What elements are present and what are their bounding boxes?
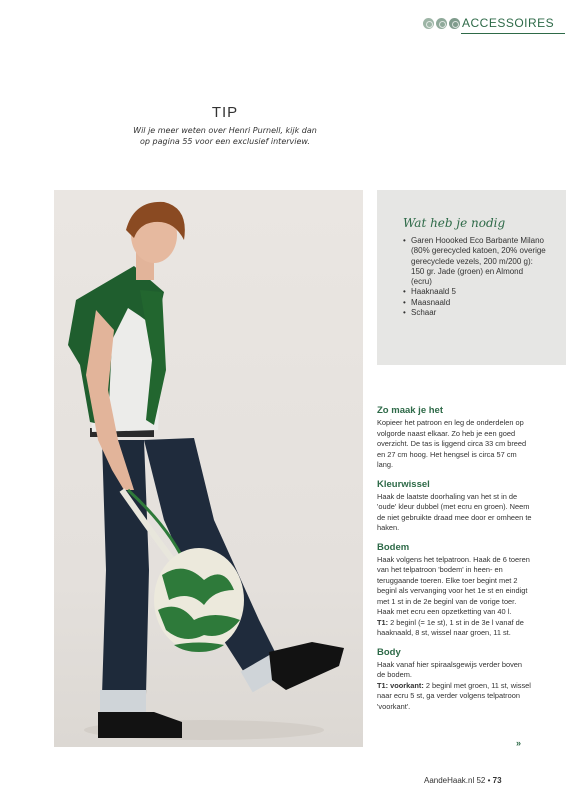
materials-title: Wat heb je nodig: [403, 216, 506, 230]
section-text: [377, 555, 532, 639]
tip-text-line: Wil je meer weten over Henri Purnell, kijk dan: [133, 126, 317, 135]
section-text-body: Haak vanaf hier spiraalsgewijs verder boven de bodem.: [377, 659, 523, 679]
tip-title: TIP: [211, 104, 239, 121]
materials-item: • Garen Hoooked Eco Barbante Milano (80% gerecycled katoen, 20% overige gerecyclede vezels, 200 m/200 g): 150 gr. Jade (groen) en Almond (ecru): [403, 236, 546, 287]
round-label: T1:: [377, 617, 389, 627]
model-photo: [54, 190, 363, 747]
materials-box: [377, 190, 566, 365]
yarn-ball-icon: [449, 18, 460, 29]
yarn-dots-icon: [423, 18, 460, 29]
round-text: 2 beginl (= 1e st), 1 st in de 3e l vanaf de haaknaald, 8 st, wissel naar groen, 11 st.: [377, 617, 524, 637]
section-text-body: Haak volgens het telpatroon. Haak de 6 toeren van het telpatroon 'bodem' in heen- en teruggaande toeren. Elke toer begint met 2 beginl als vervanging voor het 1e st en eindigt met 1 st in de 2e beginl van de vorige toer. Haak met ecru een opzetketting van 40 l.: [377, 554, 530, 616]
section-heading: Zo maak je het: [377, 405, 443, 416]
footer-separator: •: [487, 776, 491, 785]
tip-text-line: op pagina 55 voor een exclusief interview.: [140, 137, 310, 146]
tip-block: [100, 104, 350, 147]
page-footer: [424, 776, 502, 785]
section-heading: Bodem: [377, 541, 410, 553]
model-with-bag-illustration: [54, 190, 363, 747]
round-label: T1: voorkant:: [377, 680, 424, 690]
instructions: [377, 405, 532, 720]
page-number: 73: [492, 776, 502, 785]
yarn-ball-icon: [436, 18, 447, 29]
section-text: Haak de laatste doorhaling van het st in de 'oude' kleur dubbel (met ecru en groen). Neem de niet gebruikte draad mee door er omheen te haken.: [377, 491, 532, 532]
materials-list: [403, 236, 546, 318]
tip-text: [100, 125, 350, 147]
footer-site: AandeHaak.nl 52: [424, 776, 486, 785]
yarn-ball-icon: [423, 18, 434, 29]
section-heading: Kleurwissel: [377, 478, 430, 490]
materials-item: • Maasnaald: [403, 298, 546, 308]
materials-item: • Schaar: [403, 308, 546, 318]
header-divider: [461, 33, 565, 34]
materials-item: • Haaknaald 5: [403, 287, 546, 297]
section-text: Kopieer het patroon en leg de onderdelen op volgorde naast elkaar. Zo heb je een goed overzicht. De tas is liggend circa 33 cm breed en 27 cm hoog. Het hengsel is circa 57 cm lang.: [377, 418, 527, 469]
section-header: [423, 16, 566, 36]
section-title: ACCESSOIRES: [462, 16, 555, 30]
section-text: [377, 660, 532, 713]
section-heading: Body: [377, 646, 401, 658]
round-text: 2 beginl met groen, 11 st, wissel naar ecru 5 st, ga verder volgens telpatroon 'voorkant'.: [377, 680, 531, 711]
continue-arrow-icon: »: [516, 738, 522, 748]
